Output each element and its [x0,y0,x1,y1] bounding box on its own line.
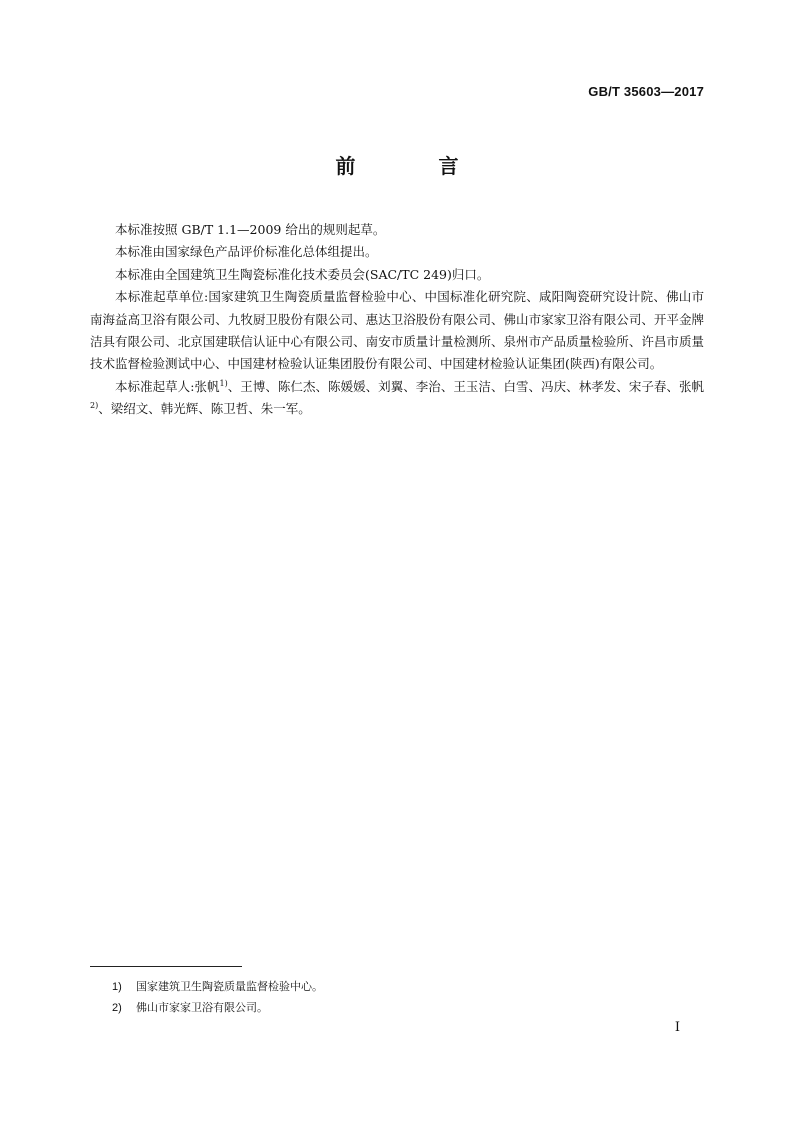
footnote-text: 佛山市家家卫浴有限公司。 [136,1000,268,1014]
standard-code: GB/T 35603—2017 [588,84,704,99]
drafters-lead: 本标准起草人:张帆 [115,378,220,394]
footnote-2 [112,998,323,1019]
drafters-middle: 、王博、陈仁杰、陈媛媛、刘翼、李治、王玉洁、白雪、冯庆、林孝发、宋子春、张帆 [227,378,704,394]
drafters-tail: 、梁绍文、韩光辉、陈卫哲、朱一军。 [98,401,311,417]
paragraph-drafting-rules: 本标准按照 GB/T 1.1—2009 给出的规则起草。 [115,222,386,237]
footnote-1 [112,977,323,998]
footnotes [112,977,323,1018]
footnote-mark: 2) [112,1001,122,1014]
footnote-ref-2[interactable]: 2) [90,401,99,411]
footnote-text: 国家建筑卫生陶瓷质量监督检验中心。 [136,980,323,993]
page-number: I [674,1020,680,1035]
footnote-ref-1[interactable]: 1) [219,378,228,388]
paragraph-technical-committee: 本标准由全国建筑卫生陶瓷标准化技术委员会(SAC/TC 249)归口。 [115,266,490,282]
paragraph-proposer: 本标准由国家绿色产品评价标准化总体组提出。 [115,244,378,260]
paragraph-drafters [90,376,704,421]
paragraph-drafting-units: 本标准起草单位:国家建筑卫生陶瓷质量监督检验中心、中国标准化研究院、咸阳陶瓷研究设计院、佛山市南海益高卫浴有限公司、九牧厨卫股份有限公司、惠达卫浴股份有限公司、佛山市家家卫浴有限公司、开平金牌洁具有限公司、北京国建联信认证中心有限公司、南安市质量计量检测所、泉州市产品质量检验所、许昌市质量技术监督检验测试中心、中国建材检验认证集团股份有限公司、中国建材检验认证集团(陕西)有限公司。 [90,289,704,372]
footnote-divider [90,966,242,967]
page-title: 前 言 [335,154,497,178]
footnote-mark: 1) [112,981,122,993]
foreword-body [90,219,704,421]
